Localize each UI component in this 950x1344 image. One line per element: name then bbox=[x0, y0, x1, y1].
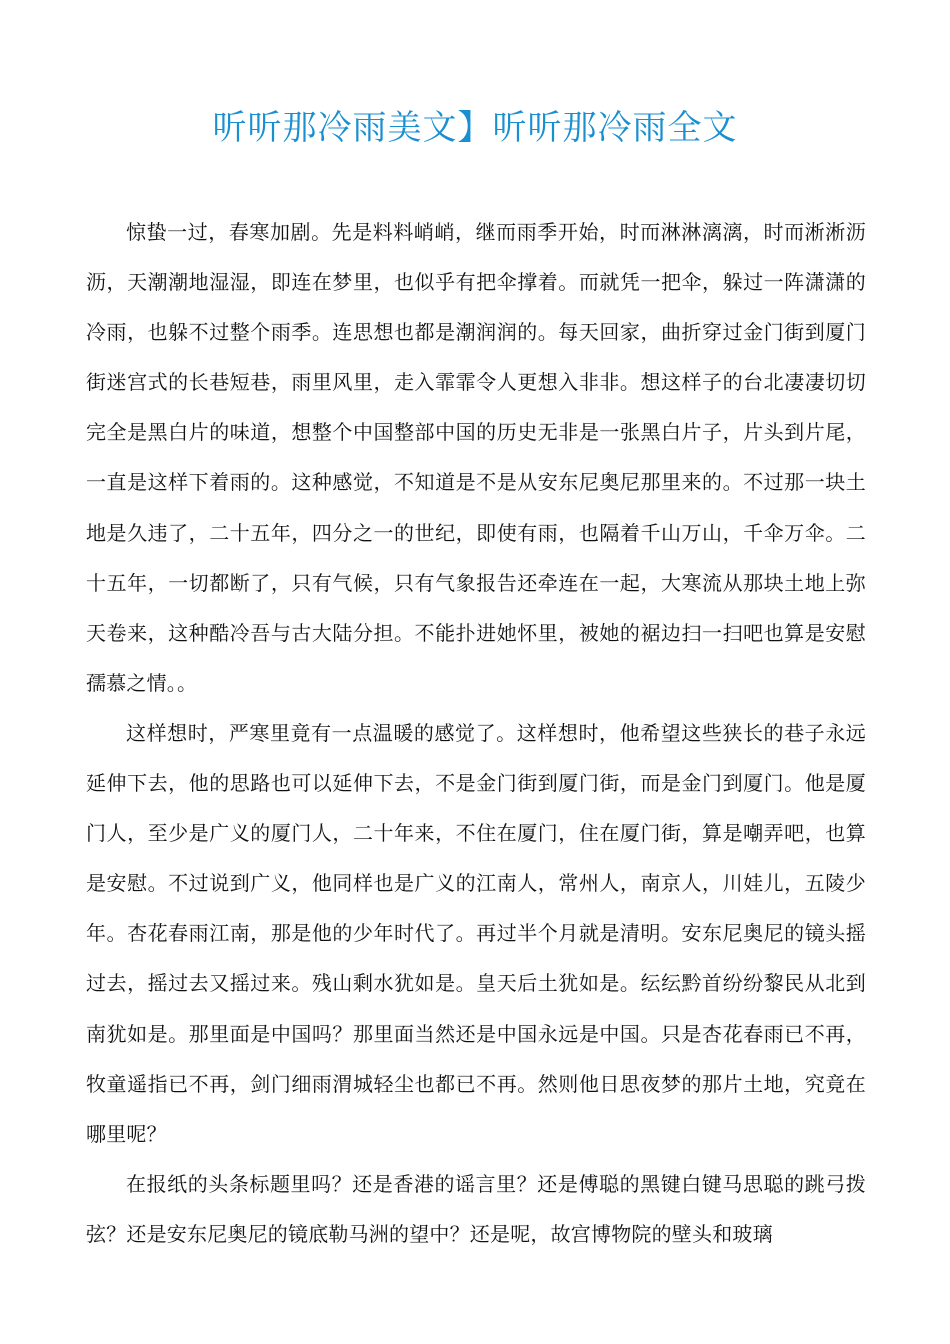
document-body bbox=[86, 207, 866, 1259]
paragraph-3: 在报纸的头条标题里吗？还是香港的谣言里？还是傅聪的黑键白键马思聪的跳弓拨弦？还是安东尼奥尼的镜底勒马洲的望中？还是呢，故宫博物院的壁头和玻璃 bbox=[86, 1171, 866, 1246]
paragraph-1: 惊蛰一过，春寒加剧。先是料料峭峭，继而雨季开始，时而淋淋漓漓，时而淅淅沥沥，天潮潮地湿湿，即连在梦里，也似乎有把伞撑着。而就凭一把伞，躲过一阵潇潇的冷雨，也躲不过整个雨季。连思想也都是潮润润的。每天回家，曲折穿过金门街到厦门街迷宫式的长巷短巷，雨里风里，走入霏霏令人更想入非非。想这样子的台北凄凄切切完全是黑白片的味道，想整个中国整部中国的历史无非是一张黑白片子，片头到片尾，一直是这样下着雨的。这种感觉，不知道是不是从安东尼奥尼那里来的。不过那一块土地是久违了，二十五年，四分之一的世纪，即使有雨，也隔着千山万山，千伞万伞。二十五年，一切都断了，只有气候，只有气象报告还牵连在一起，大寒流从那块土地上弥天卷来，这种酷冷吾与古大陆分担。不能扑进她怀里，被她的裾边扫一扫吧也算是安慰孺慕之情。。 bbox=[86, 220, 866, 695]
document-title: 听听那冷雨美文】听听那冷雨全文 bbox=[212, 108, 738, 148]
paragraph-2: 这样想时，严寒里竟有一点温暖的感觉了。这样想时，他希望这些狭长的巷子永远延伸下去，他的思路也可以延伸下去，不是金门街到厦门街，而是金门到厦门。他是厦门人，至少是广义的厦门人，二十年来，不住在厦门，住在厦门街，算是嘲弄吧，也算是安慰。不过说到广义，他同样也是广义的江南人，常州人，南京人，川娃儿，五陵少年。杏花春雨江南，那是他的少年时代了。再过半个月就是清明。安东尼奥尼的镜头摇过去，摇过去又摇过来。残山剩水犹如是。皇天后土犹如是。纭纭黔首纷纷黎民从北到南犹如是。那里面是中国吗？那里面当然还是中国永远是中国。只是杏花春雨已不再，牧童遥指已不再，剑门细雨渭城轻尘也都已不再。然则他日思夜梦的那片土地，究竟在哪里呢？ bbox=[86, 720, 866, 1146]
